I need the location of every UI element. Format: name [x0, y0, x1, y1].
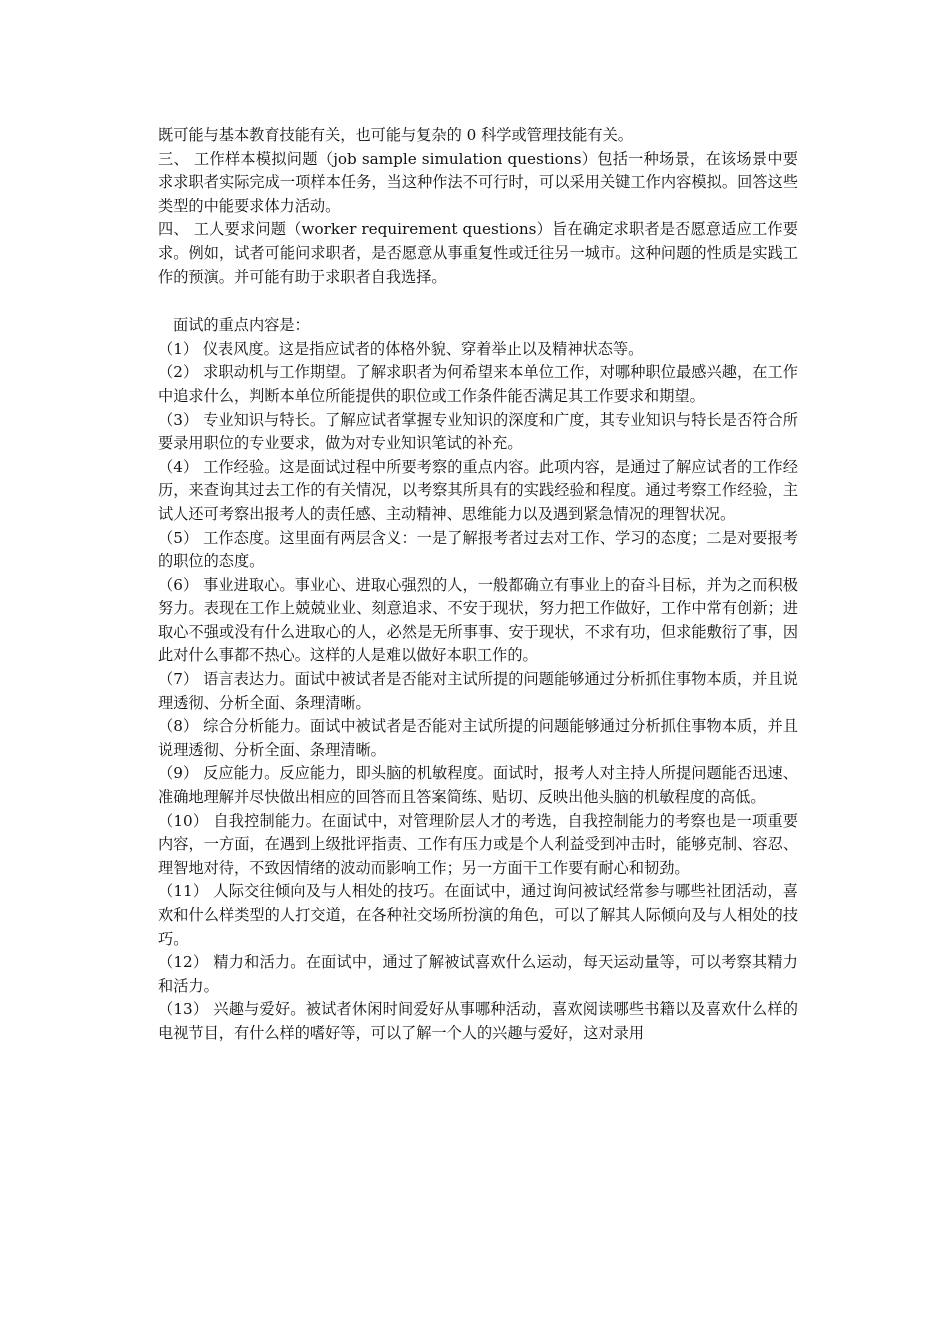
list-item-3: （3） 专业知识与特长。了解应试者掌握专业知识的深度和广度，其专业知识与特长是否符合所要录用职位的专业要求，做为对专业知识笔试的补充。: [158, 410, 798, 453]
list-item-8: （8） 综合分析能力。面试中被试者是否能对主试所提的问题能够通过分析抓住事物本质，并且说理透彻、分析全面、条理清晰。: [158, 717, 798, 759]
list-item-12: （12） 精力和活力。在面试中，通过了解被试喜欢什么运动，每天运动量等，可以考察其精力和活力。: [158, 953, 798, 995]
section-heading: 面试的重点内容是：: [173, 316, 310, 335]
intro-paragraph-si: 四、 工人要求问题（worker requirement questions）旨在确定求职者是否愿意适应工作要求。例如，试者可能问求职者，是否愿意从事重复性或迁往另一城市。这种问题的性质是实践工作的预演。并可能有助于求职者自我选择。: [158, 220, 798, 286]
list-item-10: （10） 自我控制能力。在面试中，对管理阶层人才的考选，自我控制能力的考察也是一项重要内容，一方面，在遇到上级批评指责、工作有压力或是个人利益受到冲击时，能够克制、容忍、理智地对待，不致因情绪的波动而影响工作；另一方面干工作要有耐心和韧劲。: [158, 811, 798, 877]
list-item-1: （1） 仪表风度。这是指应试者的体格外貌、穿着举止以及精神状态等。: [158, 339, 644, 358]
list-item-4: （4） 工作经验。这是面试过程中所要考察的重点内容。此项内容，是通过了解应试者的工作经历，来查询其过去工作的有关情况，以考察其所具有的实践经验和程度。通过考察工作经验，主试人还可考察出报考人的责任感、主动精神、思维能力以及遇到紧急情况的理智状况。: [158, 457, 798, 523]
list-item-2: （2） 求职动机与工作期望。了解求职者为何希望来本单位工作，对哪种职位最感兴趣，在工作中追求什么，判断本单位所能提供的职位或工作条件能否满足其工作要求和期望。: [158, 363, 798, 405]
intro-paragraph-san: 三、 工作样本模拟问题（job sample simulation questions）包括一种场景，在该场景中要求求职者实际完成一项样本任务，当这种作法不可行时，可以采用关键工作内容模拟。回答这些类型的中能要求体力活动。: [158, 149, 798, 215]
list-item-5: （5） 工作态度。这里面有两层含义：一是了解报考者过去对工作、学习的态度；二是对要报考的职位的态度。: [158, 528, 798, 571]
intro-paragraph-1: 既可能与基本教育技能有关，也可能与复杂的 0 科学或管理技能有关。: [158, 126, 633, 144]
list-item-6: （6） 事业进取心。事业心、进取心强烈的人，一般都确立有事业上的奋斗目标，并为之而积极努力。表现在工作上兢兢业业、刻意追求、不安于现状，努力把工作做好，工作中常有创新；进取心不强或没有什么进取心的人，必然是无所事事、安于现状，不求有功，但求能敷衍了事，因此对什么事都不热心。这样的人是难以做好本职工作的。: [158, 575, 798, 665]
list-item-13: （13） 兴趣与爱好。被试者休闲时间爱好从事哪种活动，喜欢阅读哪些书籍以及喜欢什么样的电视节目，有什么样的嗜好等，可以了解一个人的兴趣与爱好，这对录用: [158, 1000, 798, 1042]
list-item-9: （9） 反应能力。反应能力，即头脑的机敏程度。面试时，报考人对主持人所提问题能否迅速、准确地理解并尽快做出相应的回答而且答案简练、贴切、反映出他头脑的机敏程度的高低。: [158, 764, 798, 807]
list-item-7: （7） 语言表达力。面试中被试者是否能对主试所提的问题能够通过分析抓住事物本质，并且说理透彻、分析全面、条理清晰。: [158, 670, 798, 712]
document-body: [158, 124, 798, 1046]
paragraph-gap: [158, 289, 798, 314]
list-item-11: （11） 人际交往倾向及与人相处的技巧。在面试中，通过询问被试经常参与哪些社团活动，喜欢和什么样类型的人打交道，在各种社交场所扮演的角色，可以了解其人际倾向及与人相处的技巧。: [158, 882, 798, 948]
